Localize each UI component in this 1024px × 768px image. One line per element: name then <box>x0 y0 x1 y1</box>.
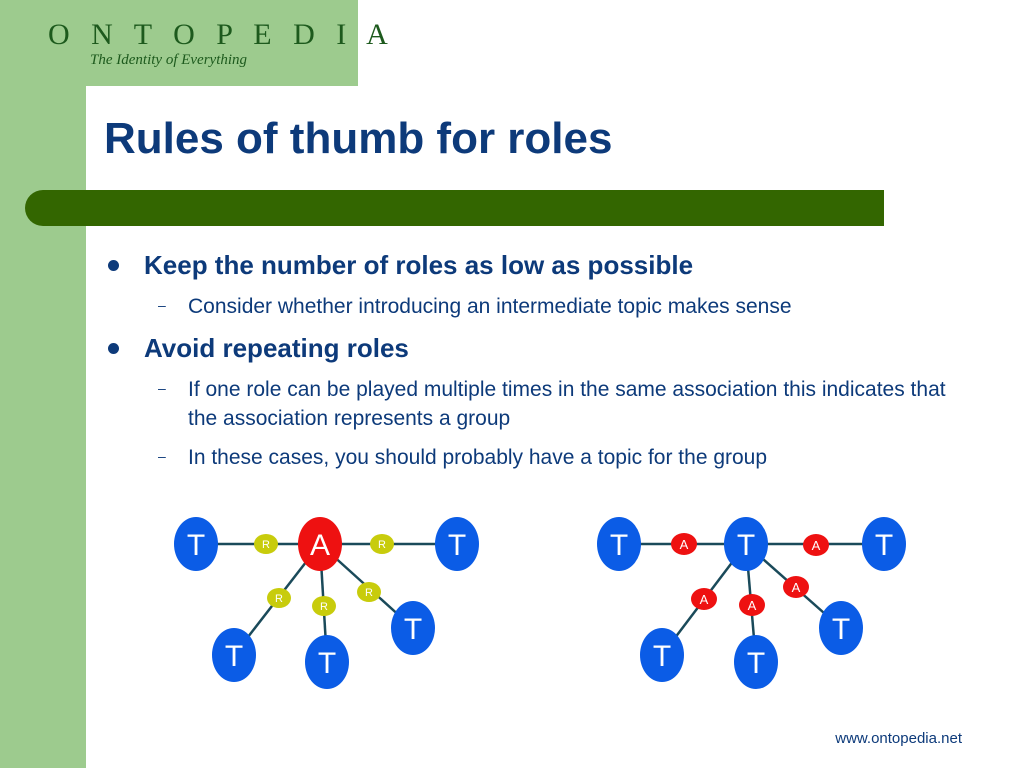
dash-icon: – <box>158 380 166 396</box>
role-label: R <box>262 539 270 551</box>
role-label: R <box>275 593 283 605</box>
topic-label: T <box>652 640 672 673</box>
topic-label: T <box>224 640 244 673</box>
dash-icon: – <box>158 297 166 313</box>
association-label: A <box>309 529 331 562</box>
logo-name: O N T O P E D I A <box>48 18 395 51</box>
association-label: A <box>679 537 689 552</box>
bullet-text: Keep the number of roles as low as possible <box>144 250 694 280</box>
sub-bullet-text: If one role can be played multiple times in the same association this indicates that the association represents a group <box>188 378 946 430</box>
topic-label: T <box>746 647 766 680</box>
topic-label: T <box>447 529 467 562</box>
topic-label: T <box>874 529 894 562</box>
footer-url[interactable]: www.ontopedia.net <box>835 730 962 747</box>
dash-icon: – <box>158 448 166 464</box>
slide-title: Rules of thumb for roles <box>104 114 613 163</box>
association-label: A <box>699 592 709 607</box>
topic-label: T <box>317 647 337 680</box>
topic-label: T <box>736 529 756 562</box>
role-label: R <box>320 601 328 613</box>
topic-label: T <box>403 613 423 646</box>
role-label: R <box>378 539 386 551</box>
logo-tagline: The Identity of Everything <box>90 52 248 68</box>
bullet-text: Avoid repeating roles <box>144 333 409 363</box>
association-label: A <box>747 598 757 613</box>
role-label: R <box>365 587 373 599</box>
topic-label: T <box>609 529 629 562</box>
association-label: A <box>791 580 801 595</box>
topic-label: T <box>186 529 206 562</box>
association-label: A <box>811 538 821 553</box>
sub-bullet-text: Consider whether introducing an intermediate topic makes sense <box>188 295 792 318</box>
topic-label: T <box>831 613 851 646</box>
sub-bullet-text: In these cases, you should probably have a topic for the group <box>188 446 768 469</box>
